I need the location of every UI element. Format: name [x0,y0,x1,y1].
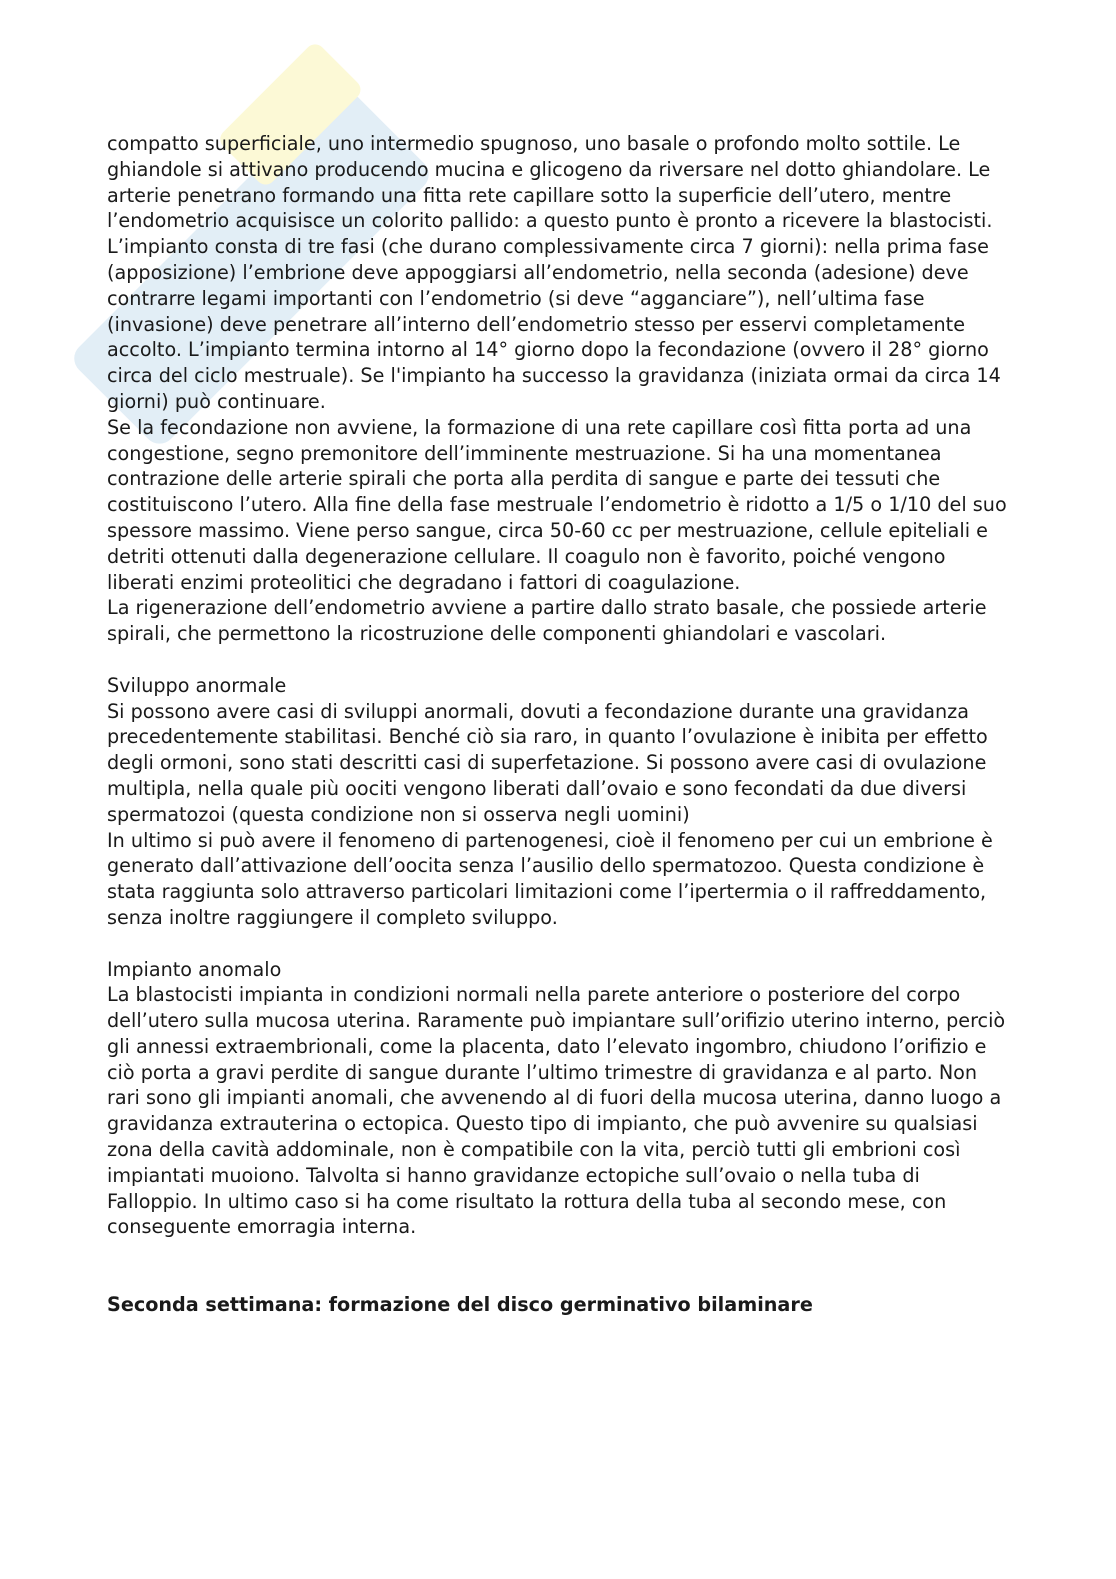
spacer [107,931,1007,957]
body-paragraph: compatto superficiale, uno intermedio spugnoso, uno basale o profondo molto sottile. Le ghiandole si attivano producendo mucina e glicogeno da riversare nel dotto ghiandolare. Le arterie penetrano formando una fitta rete capillare sotto la superficie dell’utero, mentre l’endometrio acquisisce un colorito pallido: a questo punto è pronto a ricevere la blastocisti. L’impianto consta di tre fasi (che durano complessivamente circa 7 giorni): nella prima fase (apposizione) l’embrione deve appoggiarsi all’endometrio, nella seconda (adesione) deve contrarre legami importanti con l’endometrio (si deve “agganciare”), nell’ultima fase (invasione) deve penetrare all’interno dell’endometrio stesso per esservi completamente accolto. L’impianto termina intorno al 14° giorno dopo la fecondazione (ovvero il 28° giorno circa del ciclo mestruale). Se l'impianto ha successo la gravidanza (iniziata ormai da circa 14 giorni) può continuare. [107,132,1001,413]
spacer [107,1240,1007,1292]
body-paragraph: Se la fecondazione non avviene, la formazione di una rete capillare così fitta porta ad una congestione, segno premonitore dell’imminente mestruazione. Si ha una momentanea contrazione delle arterie spirali che porta alla perdita di sangue e parte dei tessuti che costituiscono l’utero. Alla fine della fase mestruale l’endometrio è ridotto a 1/5 o 1/10 del suo spessore massimo. Viene perso sangue, circa 50-60 cc per mestruazione, cellule epiteliali e detriti ottenuti dalla degenerazione cellulare. Il coagulo non è favorito, poiché vengono liberati enzimi proteolitici che degradano i fattori di coagulazione. [107,415,1007,594]
document-body [107,131,1007,1318]
body-paragraph: Si possono avere casi di sviluppi anormali, dovuti a fecondazione durante una gravidanza precedentemente stabilitasi. Benché ciò sia raro, in quanto l’ovulazione è inibita per effetto degli ormoni, sono stati descritti casi di superfetazione. Si possono avere casi di ovulazione multipla, nella quale più oociti vengono liberati dall’ovaio e sono fecondati da due diversi spermatozoi (questa condizione non si osserva negli uomini) [107,699,988,826]
section-heading-impianto: Impianto anomalo [107,957,282,981]
next-section-heading: Seconda settimana: formazione del disco germinativo bilaminare [107,1292,813,1316]
body-paragraph: La rigenerazione dell’endometrio avviene a partire dallo strato basale, che possiede arterie spirali, che permettono la ricostruzione delle componenti ghiandolari e vascolari. [107,596,987,646]
body-paragraph: La blastocisti impianta in condizioni normali nella parete anteriore o posteriore del corpo dell’utero sulla mucosa uterina. Raramente può impiantare sull’orifizio uterino interno, perciò gli annessi extraembrionali, come la placenta, dato l’elevato ingombro, chiudono l’orifizio e ciò porta a gravi perdite di sangue durante l’ultimo trimestre di gravidanza e al parto. Non rari sono gli impianti anomali, che avvenendo al di fuori della mucosa uterina, danno luogo a gravidanza extrauterina o ectopica. Questo tipo di impianto, che può avvenire su qualsiasi zona della cavità addominale, non è compatibile con la vita, perciò tutti gli embrioni così impiantati muoiono. Talvolta si hanno gravidanze ectopiche sull’ovaio o nella tuba di Falloppio. In ultimo caso si ha come risultato la rottura della tuba al secondo mese, con conseguente emorragia interna. [107,983,1006,1239]
section-heading-sviluppo: Sviluppo anormale [107,673,287,697]
spacer [107,647,1007,673]
body-paragraph: In ultimo si può avere il fenomeno di partenogenesi, cioè il fenomeno per cui un embrione è generato dall’attivazione dell’oocita senza l’ausilio dello spermatozoo. Questa condizione è stata raggiunta solo attraverso particolari limitazioni come l’ipertermia o il raffreddamento, senza inoltre raggiungere il completo sviluppo. [107,828,993,929]
